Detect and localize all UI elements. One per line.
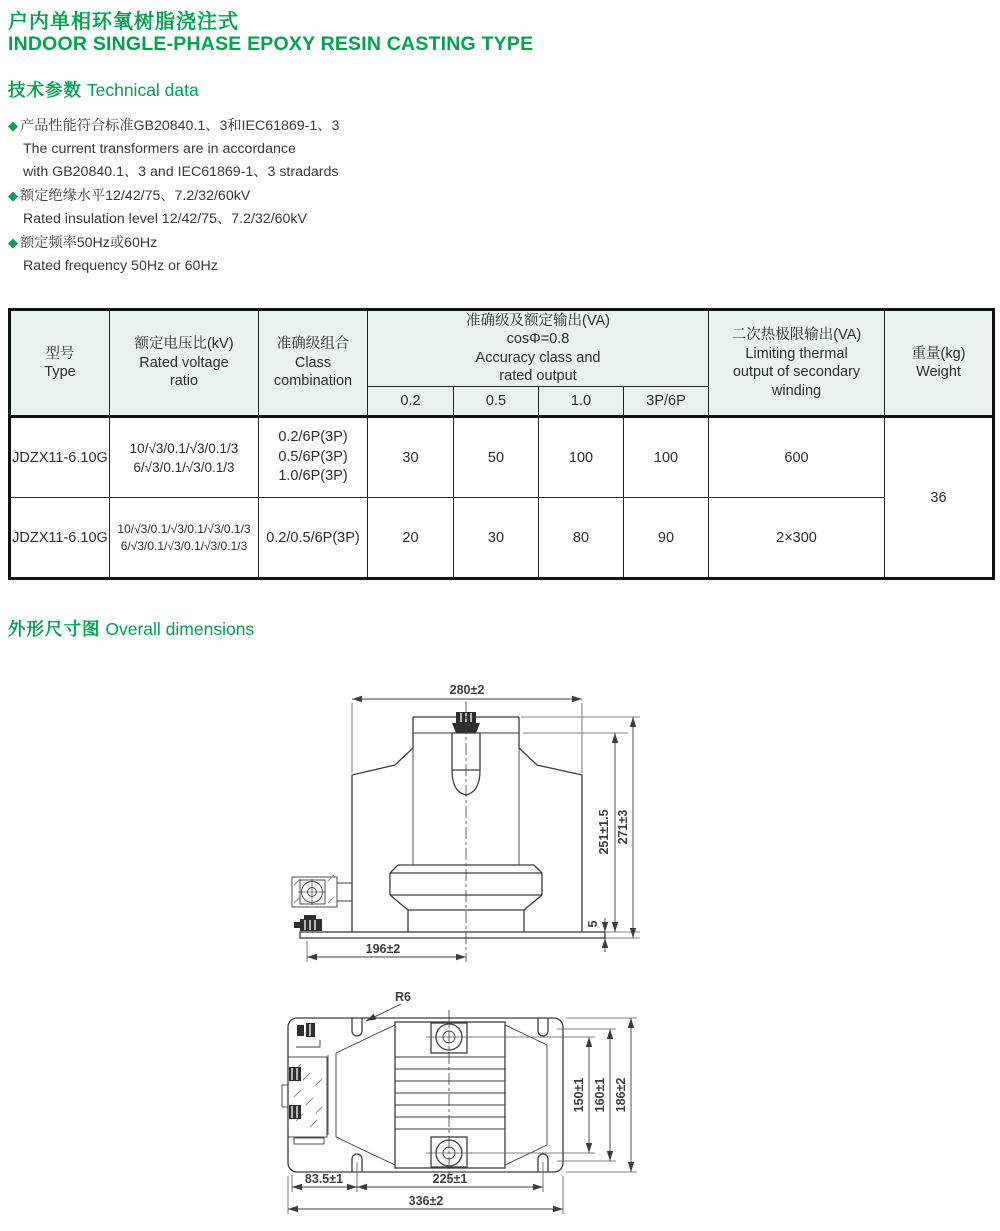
bullet-text: with GB20840.1、3 and IEC61869-1、3 stradards	[23, 164, 339, 180]
header-thermal-en: output of secondary	[732, 364, 861, 380]
bullet-text: 额定频率50Hz或60Hz	[20, 235, 158, 251]
cell-acc-10: 80	[539, 498, 624, 579]
bullet-diamond-icon: ◆	[8, 118, 18, 133]
dim-height-inner-label: 251±1.5	[597, 809, 611, 855]
cell-ratio	[110, 498, 259, 579]
cell-thermal: 2×300	[709, 498, 885, 579]
section-technical-heading	[8, 77, 199, 102]
dim-left-offset-label: 83.5±1	[304, 1172, 344, 1186]
radius-label: R6	[395, 990, 411, 1004]
technical-bullets	[8, 114, 339, 278]
bullet-text: Rated insulation level 12/42/75、7.2/32/60kV	[23, 211, 307, 227]
cell-weight: 36	[885, 417, 994, 579]
header-class-en: Class	[294, 354, 332, 371]
header-cell-ratio	[110, 310, 259, 417]
header-accuracy-zh: 准确级及额定输出(VA)	[466, 312, 610, 329]
ratio-line: 10/√3/0.1/√3/0.1/3	[129, 440, 239, 456]
cell-acc-3p6p: 100	[624, 417, 709, 498]
technical-data-table	[8, 308, 995, 580]
cell-class	[259, 417, 368, 498]
cell-acc-02: 20	[368, 498, 454, 579]
cell-acc-3p6p: 90	[624, 498, 709, 579]
header-accuracy-en: rated output	[499, 368, 577, 384]
header-accuracy-cos: cosΦ=0.8	[506, 331, 570, 347]
header-thermal-zh: 二次热极限输出(VA)	[731, 327, 862, 343]
dim-bottom-label: 196±2	[365, 942, 401, 956]
header-ratio-en: ratio	[169, 373, 199, 390]
cell-type: JDZX11-6.10G	[10, 498, 110, 579]
header-ratio-en: Rated voltage	[139, 354, 229, 371]
plan-view-drawing	[270, 985, 655, 1225]
dim-width-top-label: 280±2	[449, 683, 485, 697]
bullet-text: The current transformers are in accordance	[23, 141, 296, 157]
dim-base-thickness-label: 5	[586, 920, 600, 928]
cell-acc-05: 30	[454, 498, 539, 579]
page-title-en: INDOOR SINGLE-PHASE EPOXY RESIN CASTING TYPE	[8, 33, 534, 55]
header-cell-acc-02: 0.2	[368, 387, 454, 417]
bullet-diamond-icon: ◆	[8, 188, 18, 203]
header-cell-class	[259, 310, 368, 417]
class-line: 0.5/6P(3P)	[278, 448, 348, 465]
header-cell-acc-10: 1.0	[539, 387, 624, 417]
class-line: 1.0/6P(3P)	[278, 468, 348, 485]
bullet-item	[8, 231, 339, 255]
section-dimensions-heading	[8, 616, 254, 641]
dim-height-outer-label: 271±3	[616, 809, 630, 845]
front-view-drawing	[288, 675, 648, 967]
bullet-text: Rated frequency 50Hz or 60Hz	[23, 258, 218, 274]
class-line: 0.2/6P(3P)	[278, 429, 348, 446]
ratio-line: 6/√3/0.1/√3/0.1/√3/0.1/3	[120, 538, 248, 553]
header-thermal-en: winding	[771, 382, 822, 399]
header-cell-type	[10, 310, 110, 417]
bullet-item	[8, 114, 339, 138]
header-cell-acc-05: 0.5	[454, 387, 539, 417]
ratio-line: 10/√3/0.1/√3/0.1/√3/0.1/3	[117, 521, 251, 536]
cell-acc-02: 30	[368, 417, 454, 498]
cell-ratio	[110, 417, 259, 498]
header-weight-zh: 重量(kg)	[911, 345, 966, 362]
section-technical-en: Technical data	[82, 80, 199, 100]
dim-span-mid-label: 160±1	[593, 1077, 607, 1113]
cell-class: 0.2/0.5/6P(3P)	[259, 498, 368, 579]
cell-thermal: 600	[709, 417, 885, 498]
section-technical-zh: 技术参数	[8, 80, 82, 100]
header-cell-accuracy	[368, 310, 709, 387]
header-class-zh: 准确级组合	[276, 336, 350, 353]
table-row	[10, 417, 994, 498]
dim-total-width-label: 336±2	[408, 1194, 444, 1208]
header-cell-weight	[885, 310, 994, 417]
ratio-line: 6/√3/0.1/√3/0.1/3	[133, 459, 235, 475]
header-cell-thermal	[709, 310, 885, 417]
bullet-text: 额定绝缘水平12/42/75、7.2/32/60kV	[20, 188, 251, 204]
header-accuracy-en: Accuracy class and	[475, 349, 601, 366]
header-thermal-en: Limiting thermal	[745, 345, 848, 362]
header-type-en: Type	[44, 364, 76, 380]
header-weight-en: Weight	[916, 364, 961, 380]
dim-span-inner-label: 150±1	[572, 1077, 586, 1113]
cell-acc-10: 100	[539, 417, 624, 498]
dim-span-outer-label: 186±2	[614, 1077, 628, 1113]
header-ratio-zh: 额定电压比(kV)	[134, 336, 234, 353]
bullet-text: 产品性能符合标准GB20840.1、3和IEC61869-1、3	[20, 118, 340, 134]
bullet-diamond-icon: ◆	[8, 235, 18, 250]
cell-acc-05: 50	[454, 417, 539, 498]
dim-hole-spacing-label: 225±1	[432, 1172, 468, 1186]
page-title-zh: 户内单相环氧树脂浇注式	[8, 11, 239, 33]
bullet-item	[8, 184, 339, 208]
cell-type: JDZX11-6.10G	[10, 417, 110, 498]
header-type-zh: 型号	[45, 345, 75, 362]
header-class-en: combination	[273, 373, 353, 390]
header-cell-acc-3p6p: 3P/6P	[624, 387, 709, 417]
section-dimensions-en: Overall dimensions	[100, 619, 255, 639]
section-dimensions-zh: 外形尺寸图	[8, 619, 101, 639]
table-row	[10, 498, 994, 579]
